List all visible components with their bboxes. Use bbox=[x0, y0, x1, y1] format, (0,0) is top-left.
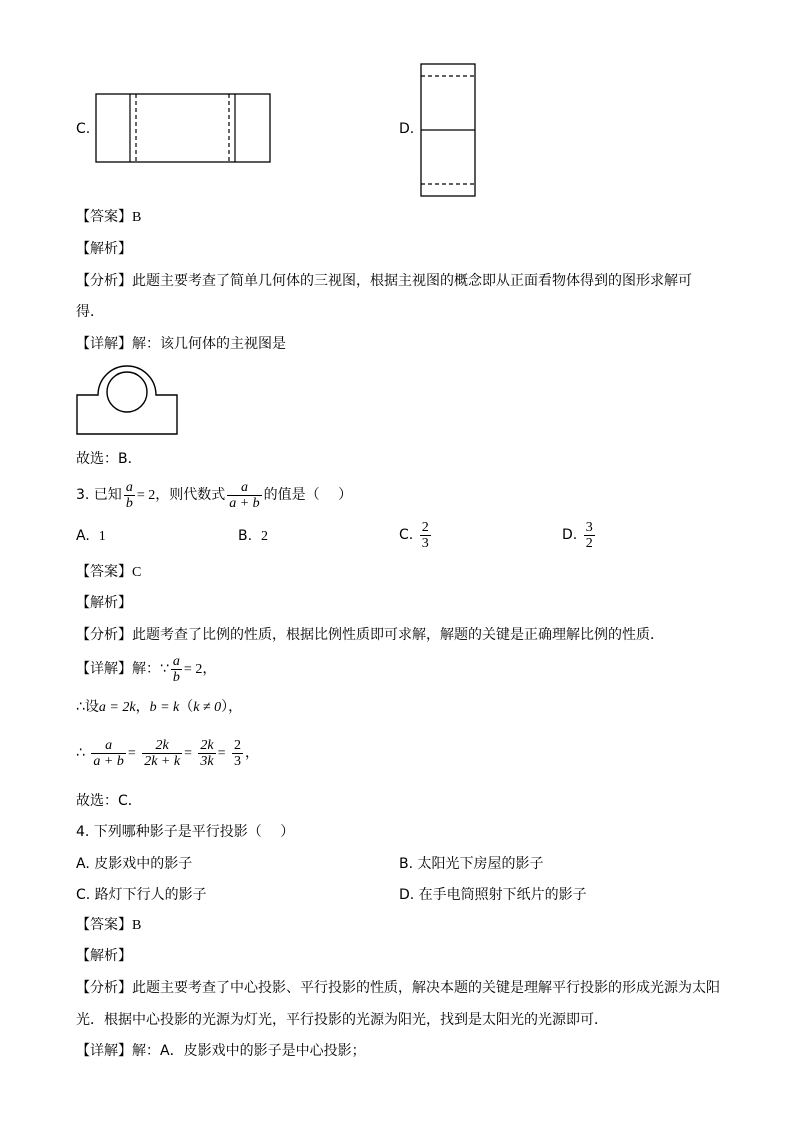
fenxi-text: 此题主要考查了简单几何体的三视图，根据主视图的概念即从正面看物体得到的图形求解可 bbox=[132, 273, 692, 289]
q4-xiangjie bbox=[76, 1041, 366, 1061]
q4-option-b: B. 太阳光下房屋的影子 bbox=[399, 856, 544, 872]
fraction-a-over-a-plus-b: $\frac{a}{a + b}$ bbox=[229, 479, 260, 511]
q3-stem-pre: 3. 已知 bbox=[76, 487, 122, 503]
q2-conclusion: 故选：B． bbox=[76, 451, 142, 467]
option-c-label: C. bbox=[76, 121, 91, 137]
q4-option-a: A. 皮影戏中的影子 bbox=[76, 856, 193, 872]
q2-answer bbox=[76, 207, 141, 228]
q4-fenxi-line1 bbox=[76, 978, 720, 998]
front-view-figure bbox=[74, 362, 180, 436]
q3-option-a: A. 1 bbox=[76, 528, 106, 544]
q2-xiangjie bbox=[76, 334, 286, 354]
q3-stem-mid: ，则代数式 bbox=[155, 487, 226, 503]
fraction-a-over-b: $\frac{a}{b}$ bbox=[172, 653, 180, 685]
equals-two: = 2 bbox=[136, 488, 156, 503]
answer-tag: 【答案】 bbox=[76, 917, 132, 933]
fraction-three-halves: $\frac{3}{2}$ bbox=[585, 519, 593, 551]
xiangjie-text: 解：该几何体的主视图是 bbox=[132, 336, 286, 352]
q2-analysis-title: 【解析】 bbox=[76, 241, 132, 257]
q4-fenxi-line2: 光．根据中心投影的光源为灯光，平行投影的光源为阳光，找到是太阳光的光源即可． bbox=[76, 1012, 608, 1028]
fenxi-text: 此题考查了比例的性质，根据比例性质即可求解，解题的关键是正确理解比例的性质． bbox=[132, 627, 664, 643]
q3-answer bbox=[76, 562, 141, 583]
q4-stem: 4. 下列哪种影子是平行投影（ ） bbox=[76, 824, 295, 840]
answer-value: C bbox=[132, 565, 142, 580]
q3-analysis-title: 【解析】 bbox=[76, 595, 132, 611]
q4-analysis-title: 【解析】 bbox=[76, 948, 132, 964]
q3-calculation: ∴ $\frac{a}{a + b}$ = $\frac{2k}{2k + k}$ = $\frac{2k}{3k}$ = $\frac{2}{3}$ ， bbox=[76, 737, 259, 769]
fraction-two-thirds: $\frac{2}{3}$ bbox=[421, 519, 429, 551]
q3-option-c: C. $\frac{2}{3}$ bbox=[399, 519, 429, 551]
q3-option-d: D. $\frac{3}{2}$ bbox=[562, 519, 593, 551]
answer-tag: 【答案】 bbox=[76, 209, 132, 225]
q3-stem bbox=[76, 478, 352, 513]
option-d-label: D. bbox=[399, 121, 415, 137]
q3-xiangjie: 【详解】解：∵ $\frac{a}{b}$ = 2， bbox=[76, 653, 217, 685]
fenxi-tag: 【分析】 bbox=[76, 273, 132, 289]
calc-fraction-3: $\frac{2k}{3k}$ bbox=[200, 737, 214, 769]
q3-set-line: ∴设a = 2k，b = k（k ≠ 0）， bbox=[76, 699, 243, 715]
q2-fenxi-line2: 得． bbox=[76, 304, 104, 320]
q3-conclusion: 故选：C． bbox=[76, 793, 142, 809]
fenxi-tag: 【分析】 bbox=[76, 980, 132, 996]
xiangjie-tag: 【详解】 bbox=[76, 661, 132, 677]
fenxi-tag: 【分析】 bbox=[76, 627, 132, 643]
option-d-figure bbox=[418, 60, 478, 200]
calc-fraction-1: $\frac{a}{a + b}$ bbox=[93, 737, 124, 769]
option-c-figure bbox=[94, 92, 274, 164]
fenxi-text: 此题主要考查了中心投影、平行投影的性质，解决本题的关键是理解平行投影的形成光源为太阳 bbox=[132, 980, 720, 996]
q3-option-b: B. 2 bbox=[238, 528, 268, 544]
answer-tag: 【答案】 bbox=[76, 564, 132, 580]
calc-fraction-2: $\frac{2k}{2k + k}$ bbox=[144, 737, 181, 769]
q3-fenxi bbox=[76, 625, 664, 645]
q4-option-c: C. 路灯下行人的影子 bbox=[76, 887, 207, 903]
q2-fenxi-line1 bbox=[76, 271, 692, 291]
answer-value: B bbox=[132, 918, 142, 933]
answer-value: B bbox=[132, 210, 142, 225]
calc-fraction-4: $\frac{2}{3}$ bbox=[234, 737, 241, 769]
xiangjie-tag: 【详解】 bbox=[76, 1043, 132, 1059]
xiangjie-tag: 【详解】 bbox=[76, 336, 132, 352]
fraction-a-over-b: $\frac{a}{b}$ bbox=[125, 479, 133, 511]
q3-stem-post: 的值是（ ） bbox=[263, 487, 353, 503]
xiangjie-text: 解：A．皮影戏中的影子是中心投影； bbox=[132, 1043, 366, 1059]
q4-option-d: D. 在手电筒照射下纸片的影子 bbox=[399, 887, 587, 903]
q4-answer bbox=[76, 915, 141, 936]
